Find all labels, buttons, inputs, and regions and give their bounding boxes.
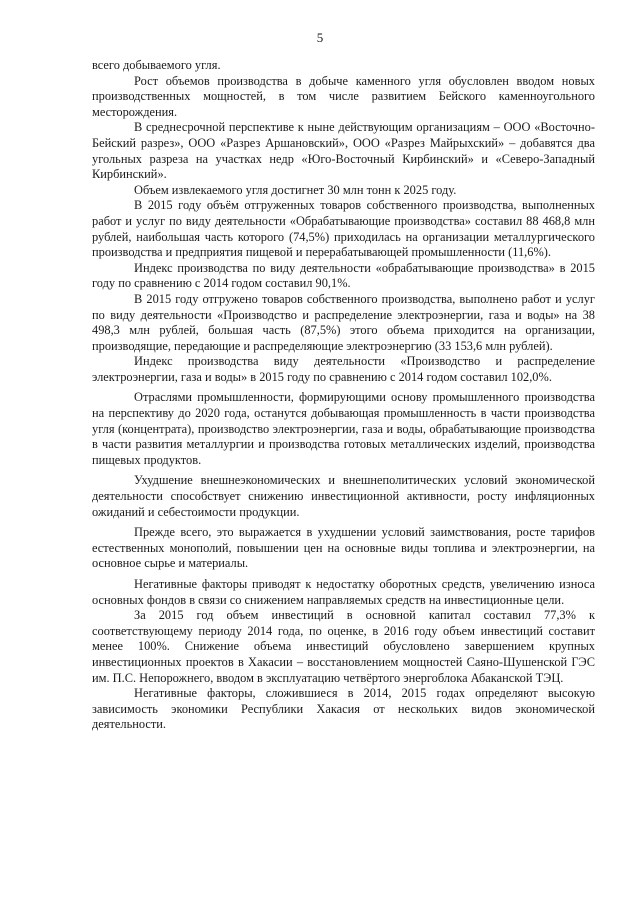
paragraph-7: В 2015 году отгружено товаров собственного производства, выполнено работ и услуг по виду деятельности «Производство и распределение электроэнергии, газа и воды» на 38 498,3 млн рублей, большая часть (87,5%) этого объема приходится на организации, производящие, передающие и распределяющие электроэнергию (33 153,6 млн рублей).	[92, 291, 595, 353]
paragraph-2: Рост объемов производства в добыче каменного угля обусловлен вводом новых производственных мощностей, в том числе развитием Бейского каменноугольного месторождения.	[92, 73, 595, 119]
paragraph-8: Индекс производства виду деятельности «Производство и распределение электроэнергии, газа и воды» в 2015 году по сравнению с 2014 годом составил 102,0%.	[92, 354, 595, 384]
paragraph-6: Индекс производства по виду деятельности «обрабатывающие производства» в 2015 году по сравнению с 2014 годом составил 90,1%.	[92, 260, 595, 291]
paragraph-14: Негативные факторы, сложившиеся в 2014, 2015 годах определяют высокую зависимость экономики Республики Хакасия от нескольких видов экономической деятельности.	[92, 686, 595, 732]
paragraph-10: Ухудшение внешнеэкономических и внешнеполитических условий экономической деятельности способствует снижению инвестиционной активности, росту инфляционных ожиданий и себестоимости продукции.	[92, 473, 595, 519]
paragraph-12: Негативные факторы приводят к недостатку оборотных средств, увеличению износа основных фондов в связи со снижением направляемых средств на инвестиционные цели.	[92, 577, 595, 607]
paragraph-13: За 2015 год объем инвестиций в основной капитал составил 77,3% к соответствующему периоду 2014 года, по оценке, в 2016 году объем инвестиций составит менее 100%. Снижение объема инвестиций обусловлено завершением крупных инвестиционных проектов в Хакасии – восстановлением мощностей Саяно-Шушенской ГЭС им. П.С. Непорожнего, вводом в эксплуатацию четвёртого энергоблока Абаканской ТЭЦ.	[92, 608, 595, 685]
paragraph-5: В 2015 году объём отгруженных товаров собственного производства, выполненных работ и услуг по виду деятельности «Обрабатывающие производства» составил 88 468,8 млн рублей, наибольшая часть которого (74,5%) приходилась на организации металлургического производства и предприятия пищевой и перерабатывающей промышленности (11,6%).	[92, 198, 595, 260]
paragraph-4: Объем извлекаемого угля достигнет 30 млн тонн к 2025 году.	[134, 182, 457, 197]
paragraph-11: Прежде всего, это выражается в ухудшении условий заимствования, росте тарифов естественных монополий, повышении цен на основные виды топлива и электроэнергии, на основное сырье и материалы.	[92, 525, 595, 571]
paragraph-3: В среднесрочной перспективе к ныне действующим организациям – ООО «Восточно-Бейский разрез», ООО «Разрез Аршановский», ООО «Разрез Майрыхский» – добавятся два угольных разреза на участках недр «Юго-Восточный Кирбинский» и «Северо-Западный Кирбинский».	[92, 120, 595, 182]
page-number: 5	[316, 30, 324, 45]
document-body	[92, 58, 595, 733]
paragraph-1: всего добываемого угля.	[92, 58, 221, 72]
paragraph-9: Отраслями промышленности, формирующими основу промышленного производства на перспективу до 2020 года, останутся добывающая промышленность в части производства угля (концентрата), производство электроэнергии, газа и воды, обрабатывающие производства в части развития металлургии и производства готовых металлических изделий, производства пищевых продуктов.	[92, 390, 595, 467]
